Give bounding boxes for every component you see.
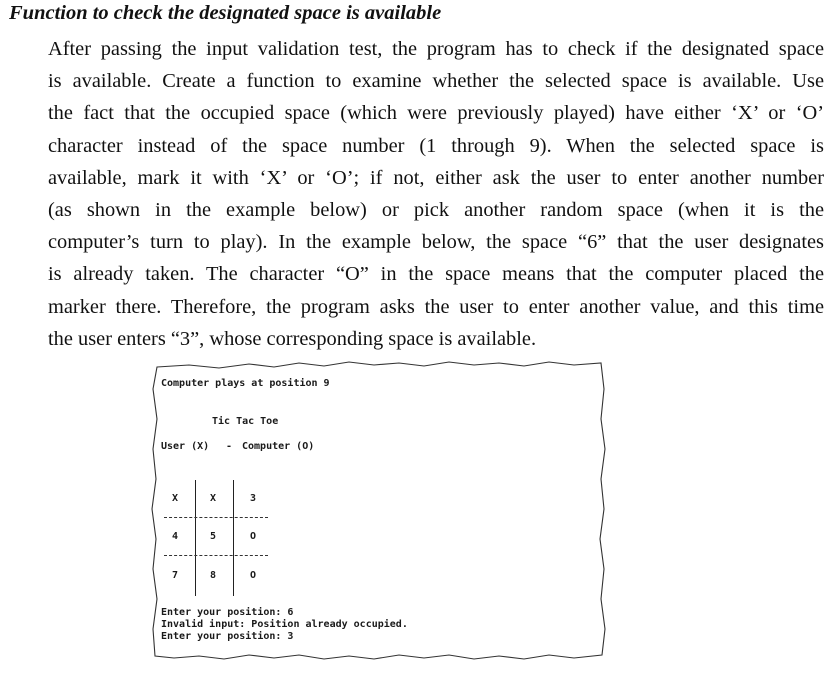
paragraph-line: character instead of the space number (1 through 9). When the selected space is bbox=[48, 134, 824, 157]
paragraph-line: marker there. Therefore, the program asks the user to enter another value, and this time bbox=[48, 295, 824, 318]
console-line-computer-move: Computer plays at position 9 bbox=[161, 378, 330, 389]
board-cell: 4 bbox=[172, 531, 179, 542]
section-heading: Function to check the designated space is available bbox=[9, 2, 442, 24]
console-user-label: User (X) bbox=[161, 441, 210, 452]
console-error-message: Invalid input: Position already occupied. bbox=[161, 619, 408, 630]
board-horizontal-line bbox=[164, 517, 268, 518]
paragraph-line: the fact that the occupied space (which were previously played) have either ‘X’ or ‘O’ bbox=[48, 102, 824, 125]
console-prompt-first: Enter your position: 6 bbox=[161, 607, 294, 618]
board-vertical-line bbox=[233, 480, 234, 596]
console-output-figure bbox=[149, 359, 610, 662]
board-cell: X bbox=[210, 493, 217, 504]
paragraph-line: the user enters “3”, whose corresponding space is available. bbox=[48, 327, 537, 350]
board-cell: O bbox=[250, 531, 257, 542]
paragraph-line: available, mark it with ‘X’ or ‘O’; if not, either ask the user to enter another number bbox=[48, 166, 824, 189]
paragraph-line: After passing the input validation test, the program has to check if the designated space bbox=[48, 38, 824, 60]
console-separator: - bbox=[226, 441, 233, 452]
board-cell: 8 bbox=[210, 570, 217, 581]
console-prompt-second: Enter your position: 3 bbox=[161, 631, 294, 642]
paragraph-line: is available. Create a function to examine whether the selected space is available. Use bbox=[48, 70, 824, 93]
paragraph-line: is already taken. The character “O” in the space means that the computer placed the bbox=[48, 263, 824, 286]
body-paragraph bbox=[48, 33, 824, 355]
board-horizontal-line bbox=[164, 555, 268, 556]
paragraph-line: computer’s turn to play). In the example below, the space “6” that the user designates bbox=[48, 231, 824, 254]
console-computer-label: Computer (O) bbox=[242, 441, 315, 452]
board-cell: 3 bbox=[250, 493, 257, 504]
board-cell: 7 bbox=[172, 570, 179, 581]
console-game-title: Tic Tac Toe bbox=[212, 416, 279, 427]
board-cell: X bbox=[172, 493, 179, 504]
paragraph-line: (as shown in the example below) or pick another random space (when it is the bbox=[48, 198, 824, 221]
board-cell: 5 bbox=[210, 531, 217, 542]
board-cell: O bbox=[250, 570, 257, 581]
board-vertical-line bbox=[195, 480, 196, 596]
